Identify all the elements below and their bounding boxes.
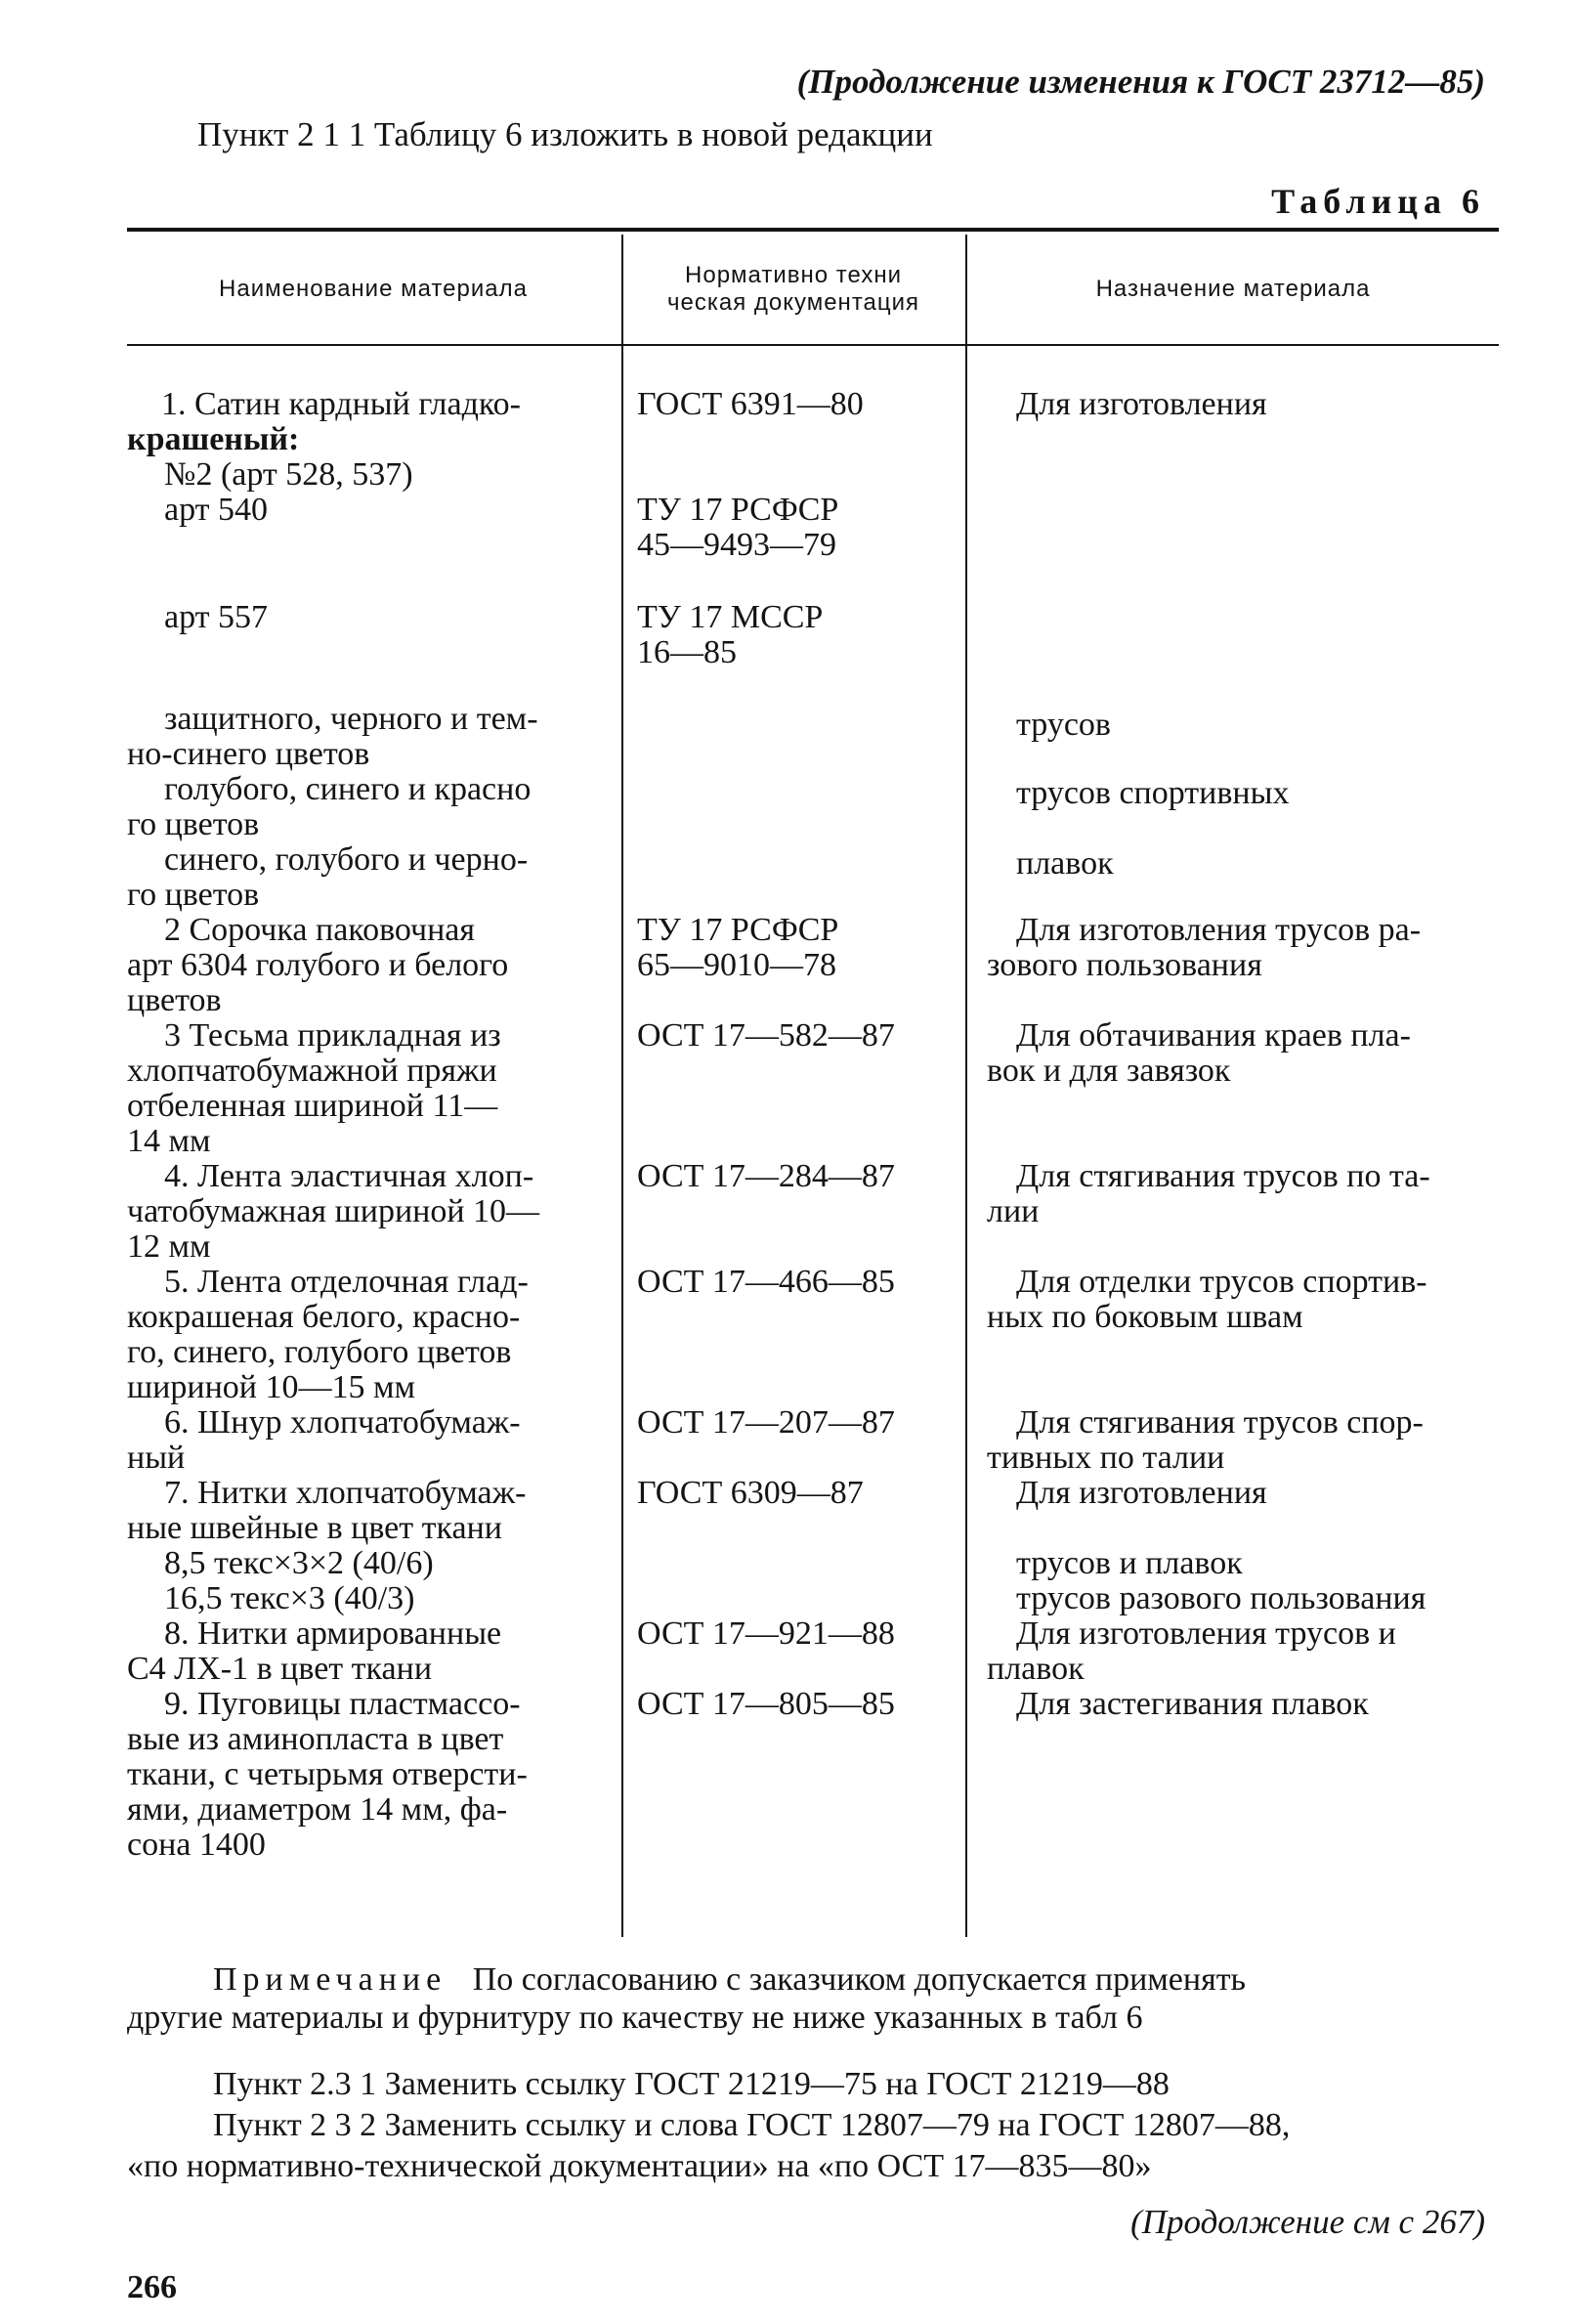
row-1-doc2-line1: ТУ 17 РСФСР bbox=[637, 492, 839, 528]
row-6-doc: ОСТ 17—207—87 bbox=[637, 1404, 895, 1441]
row-3-doc: ОСТ 17—582—87 bbox=[637, 1017, 895, 1054]
row-2-name-line2: арт 6304 голубого и белого bbox=[127, 947, 509, 983]
row-5-doc: ОСТ 17—466—85 bbox=[637, 1264, 895, 1300]
row-3-purpose-line1: Для обтачивания краев пла- bbox=[1016, 1017, 1411, 1054]
table-top-rule bbox=[127, 228, 1499, 232]
continuation-footer: (Продолжение см с 267) bbox=[1130, 2203, 1485, 2241]
row-7-name-line4: 16,5 текс×3 (40/3) bbox=[164, 1580, 415, 1616]
row-2-purpose-line1: Для изготовления трусов ра- bbox=[1016, 912, 1422, 948]
row-1e-name-line2: го цветов bbox=[127, 877, 260, 913]
row-3-name-line1: 3 Тесьма прикладная из bbox=[164, 1017, 501, 1054]
column-header-doc-line2: ческая документация bbox=[666, 289, 920, 316]
row-7-purpose-line3: трусов разового пользования bbox=[1016, 1580, 1426, 1616]
row-1b-doc-line2: 16—85 bbox=[637, 634, 737, 670]
row-1-name-line4: арт 540 bbox=[164, 492, 269, 528]
row-1-purpose: Для изготовления bbox=[1016, 386, 1267, 422]
row-7-name-line2: ные швейные в цвет ткани bbox=[127, 1510, 502, 1546]
row-1-name-line3: №2 (арт 528, 537) bbox=[164, 456, 413, 493]
row-7-purpose-line2: трусов и плавок bbox=[1016, 1545, 1243, 1581]
row-6-purpose-line2: тивных по талии bbox=[987, 1440, 1225, 1476]
row-8-doc: ОСТ 17—921—88 bbox=[637, 1615, 895, 1652]
row-1-name-line2: крашеный: bbox=[127, 421, 300, 457]
row-4-purpose-line1: Для стягивания трусов по та- bbox=[1016, 1158, 1430, 1194]
page-number: 266 bbox=[127, 2269, 177, 2305]
row-2-purpose-line2: зового пользования bbox=[987, 947, 1262, 983]
row-7-name-line3: 8,5 текс×3×2 (40/6) bbox=[164, 1545, 434, 1581]
row-1d-name-line2: го цветов bbox=[127, 806, 260, 842]
table-label: Таблица 6 bbox=[1271, 182, 1485, 221]
row-2-name-line3: цветов bbox=[127, 982, 222, 1018]
row-4-purpose-line2: лии bbox=[987, 1193, 1040, 1229]
row-8-name-line2: С4 ЛХ-1 в цвет ткани bbox=[127, 1651, 433, 1687]
row-9-name-line2: вые из аминопласта в цвет bbox=[127, 1721, 504, 1757]
row-3-name-line3: отбеленная шириной 11— bbox=[127, 1088, 498, 1124]
note-label: Примечание bbox=[213, 1961, 447, 1998]
continuation-header: (Продолжение изменения к ГОСТ 23712—85) bbox=[796, 63, 1485, 101]
column-divider-1 bbox=[621, 235, 623, 1937]
row-7-doc: ГОСТ 6309—87 bbox=[637, 1475, 864, 1511]
row-1e-name-line1: синего, голубого и черно- bbox=[164, 841, 529, 878]
row-2-doc-line2: 65—9010—78 bbox=[637, 947, 836, 983]
row-1d-purpose: трусов спортивных bbox=[1016, 775, 1290, 811]
column-header-doc bbox=[623, 262, 963, 317]
row-1e-purpose: плавок bbox=[1016, 845, 1114, 882]
row-1-name-line1: 1. Сатин кардный гладко- bbox=[161, 386, 522, 422]
row-1c-name-line2: но-синего цветов bbox=[127, 736, 370, 772]
row-4-name-line3: 12 мм bbox=[127, 1228, 211, 1265]
column-divider-2 bbox=[965, 235, 967, 1937]
row-4-name-line1: 4. Лента эластичная хлоп- bbox=[164, 1158, 534, 1194]
row-9-name-line3: ткани, с четырьмя отверсти- bbox=[127, 1756, 528, 1792]
row-6-name-line1: 6. Шнур хлопчатобумаж- bbox=[164, 1404, 521, 1441]
row-1d-name-line1: голубого, синего и красно bbox=[164, 771, 532, 807]
row-5-name-line4: шириной 10—15 мм bbox=[127, 1369, 415, 1405]
row-9-name-line1: 9. Пуговицы пластмассо- bbox=[164, 1686, 521, 1722]
row-4-name-line2: чатобумажная шириной 10— bbox=[127, 1193, 540, 1229]
row-3-name-line4: 14 мм bbox=[127, 1123, 211, 1159]
column-header-purpose: Назначение материала bbox=[1095, 276, 1371, 302]
clause-2-3-1: Пункт 2.3 1 Заменить ссылку ГОСТ 21219—75 на ГОСТ 21219—88 bbox=[213, 2066, 1170, 2102]
column-header-doc-line1: Нормативно техни bbox=[685, 262, 902, 288]
row-5-name-line3: го, синего, голубого цветов bbox=[127, 1334, 512, 1370]
clause-2-3-2-line2: «по нормативно-технической документации» на «по ОСТ 17—835—80» bbox=[127, 2148, 1152, 2184]
row-5-purpose-line2: ных по боковым швам bbox=[987, 1299, 1303, 1335]
row-2-doc-line1: ТУ 17 РСФСР bbox=[637, 912, 839, 948]
clause-intro: Пункт 2 1 1 Таблицу 6 изложить в новой редакции bbox=[197, 115, 933, 153]
row-1b-doc-line1: ТУ 17 МССР bbox=[637, 599, 824, 635]
row-1c-name-line1: защитного, черного и тем- bbox=[164, 701, 538, 737]
row-9-name-line4: ями, диаметром 14 мм, фа- bbox=[127, 1791, 508, 1828]
row-1c-purpose: трусов bbox=[1016, 707, 1111, 743]
row-5-purpose-line1: Для отделки трусов спортив- bbox=[1016, 1264, 1427, 1300]
table-header-rule bbox=[127, 344, 1499, 346]
row-8-purpose-line1: Для изготовления трусов и bbox=[1016, 1615, 1396, 1652]
row-3-purpose-line2: вок и для завязок bbox=[987, 1053, 1231, 1089]
row-7-name-line1: 7. Нитки хлопчатобумаж- bbox=[164, 1475, 527, 1511]
clause-2-3-2-line1: Пункт 2 3 2 Заменить ссылку и слова ГОСТ 12807—79 на ГОСТ 12807—88, bbox=[213, 2107, 1291, 2143]
row-8-name-line1: 8. Нитки армированные bbox=[164, 1615, 502, 1652]
row-9-doc: ОСТ 17—805—85 bbox=[637, 1686, 895, 1722]
table-note bbox=[213, 1960, 1246, 2000]
row-2-name-line1: 2 Сорочка паковочная bbox=[164, 912, 476, 948]
row-5-name-line2: кокрашеная белого, красно- bbox=[127, 1299, 521, 1335]
row-6-name-line2: ный bbox=[127, 1440, 186, 1476]
row-1-doc2-line2: 45—9493—79 bbox=[637, 527, 836, 563]
note-text-line2: другие материалы и фурнитуру по качеству не ниже указанных в табл 6 bbox=[127, 2000, 1143, 2036]
row-7-purpose-line1: Для изготовления bbox=[1016, 1475, 1267, 1511]
row-1b-name: арт 557 bbox=[164, 599, 269, 635]
row-9-purpose: Для застегивания плавок bbox=[1016, 1686, 1369, 1722]
row-1-doc: ГОСТ 6391—80 bbox=[637, 386, 864, 422]
row-4-doc: ОСТ 17—284—87 bbox=[637, 1158, 895, 1194]
row-3-name-line2: хлопчатобумажной пряжи bbox=[127, 1053, 497, 1089]
note-text-line1: По согласованию с заказчиком допускается применять bbox=[472, 1961, 1247, 1998]
row-5-name-line1: 5. Лента отделочная глад- bbox=[164, 1264, 529, 1300]
row-9-name-line5: сона 1400 bbox=[127, 1827, 266, 1863]
row-8-purpose-line2: плавок bbox=[987, 1651, 1085, 1687]
column-header-name: Наименование материала bbox=[219, 276, 528, 302]
row-6-purpose-line1: Для стягивания трусов спор- bbox=[1016, 1404, 1424, 1441]
